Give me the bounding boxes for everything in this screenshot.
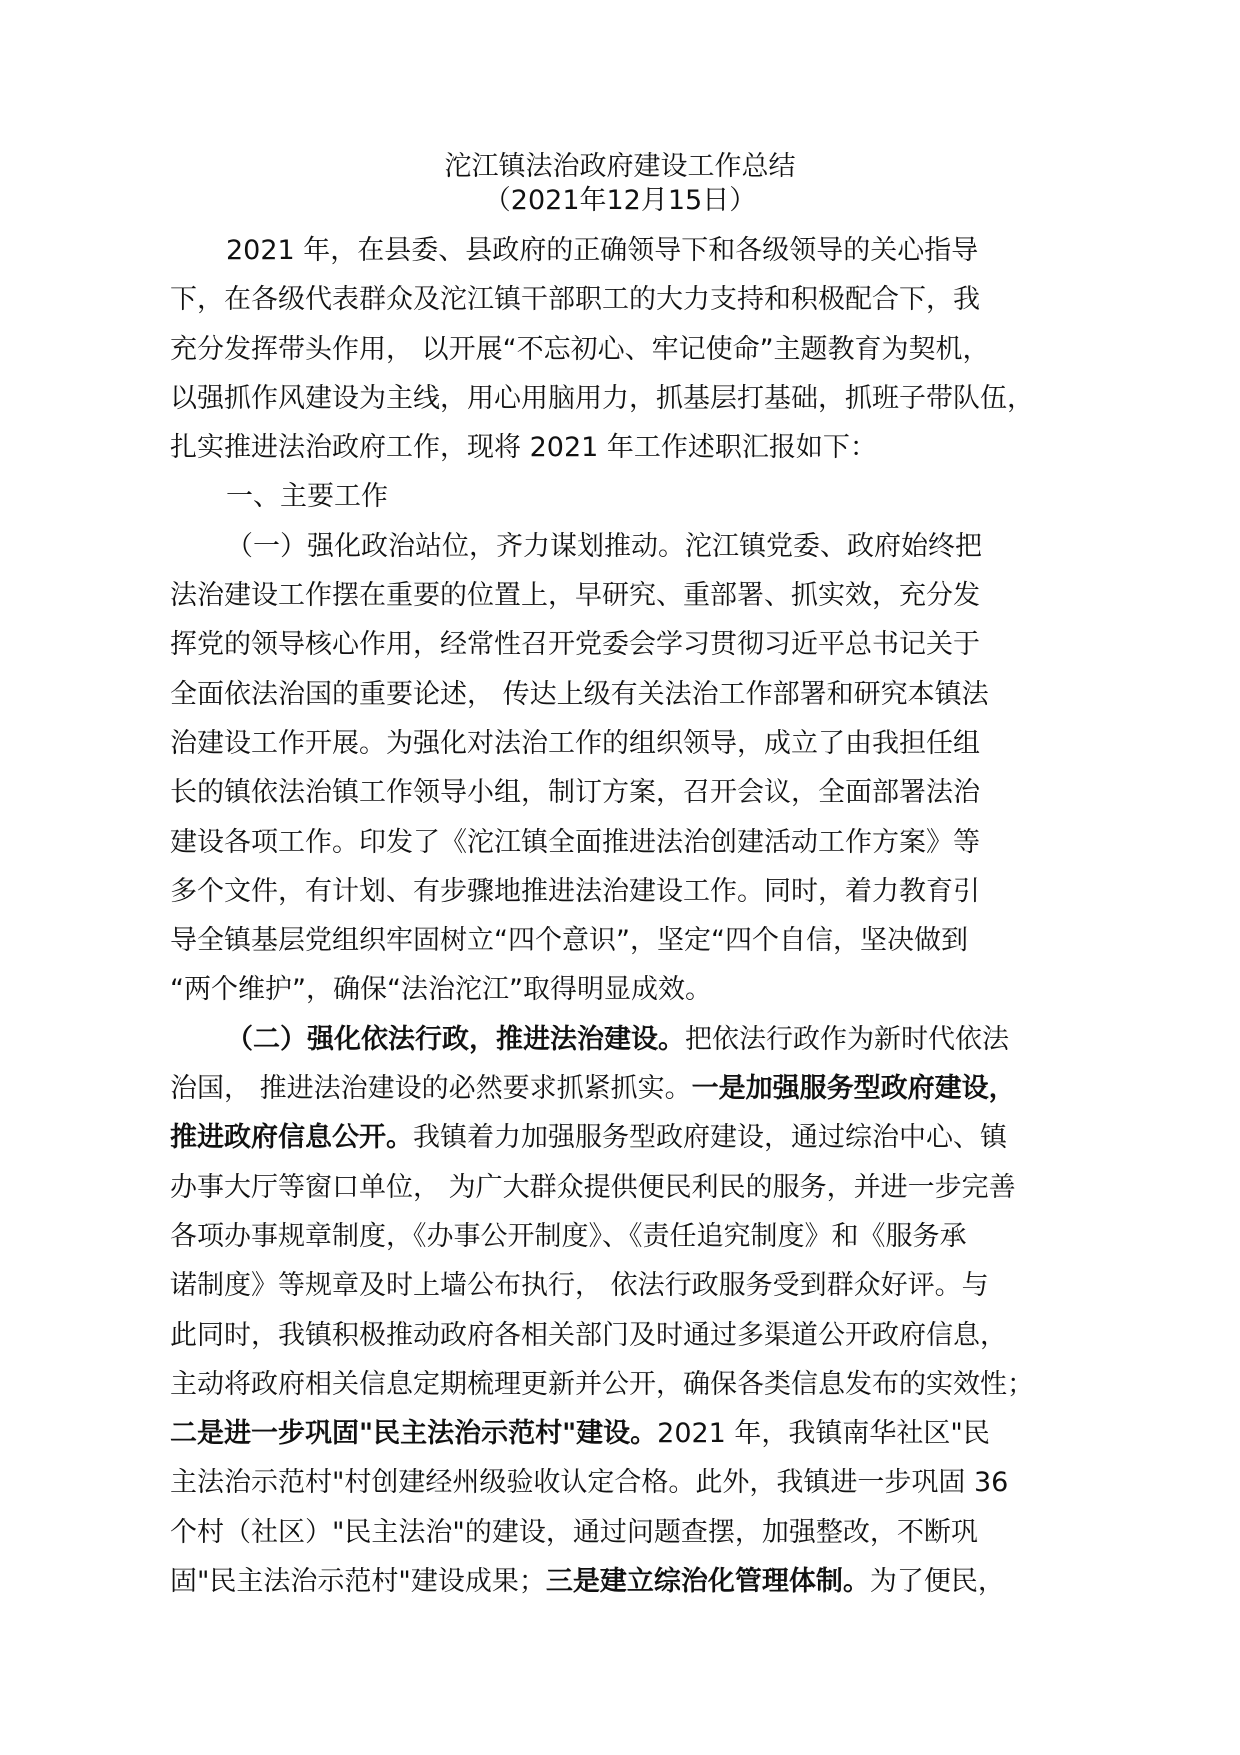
text-line <box>170 1015 1100 1064</box>
text-line <box>170 1409 1100 1458</box>
text-segment: 治建设工作开展。为强化对法治工作的组织领导，成立了由我担任组 <box>170 727 980 759</box>
text-line <box>170 965 1100 1014</box>
text-line <box>170 1508 1100 1557</box>
text-line <box>170 472 1100 521</box>
text-line <box>170 374 1100 423</box>
text-line <box>170 226 1100 275</box>
text-segment: 2021 年，在县委、县政府的正确领导下和各级领导的关心指导 <box>226 235 979 266</box>
text-segment: 主动将政府相关信息定期梳理更新并公开，确保各类信息发布的实效性； <box>170 1368 1034 1400</box>
text-line <box>170 1557 1100 1606</box>
text-segment: 下，在各级代表群众及沱江镇干部职工的大力支持和积极配合下，我 <box>170 284 980 316</box>
bold-text-segment: 三是建立综治化管理体制。 <box>545 1566 870 1598</box>
text-line <box>170 1113 1100 1162</box>
text-segment: 扎实推进法治政府工作，现将 2021 年工作述职汇报如下： <box>170 432 877 464</box>
bold-text-segment: 二是进一步巩固"民主法治示范村"建设。 <box>170 1418 658 1450</box>
text-segment: 我镇着力加强服务型政府建设，通过综治中心、镇 <box>413 1122 1007 1154</box>
text-line <box>170 1212 1100 1261</box>
text-line <box>170 719 1100 768</box>
text-segment: 长的镇依法治镇工作领导小组，制订方案，召开会议，全面部署法治 <box>170 777 980 809</box>
text-segment: 充分发挥带头作用， 以开展“不忘初心、牢记使命”主题教育为契机， <box>170 333 990 365</box>
text-segment: “两个维护”，确保“法治沱江”取得明显成效。 <box>170 974 712 1006</box>
document-date: （2021年12月15日） <box>483 185 757 216</box>
bold-text-segment: 一是加强服务型政府建设， <box>691 1073 1016 1105</box>
text-segment: 诺制度》等规章及时上墙公布执行， 依法行政服务受到群众好评。与 <box>170 1270 989 1302</box>
text-segment: 一、主要工作 <box>226 481 388 513</box>
text-segment: 以强抓作风建设为主线，用心用脑用力，抓基层打基础，抓班子带队伍， <box>170 382 1034 414</box>
text-segment: 建设各项工作。印发了《沱江镇全面推进法治创建活动工作方案》等 <box>170 826 980 858</box>
text-segment: 固"民主法治示范村"建设成果； <box>170 1566 546 1598</box>
text-line <box>170 325 1100 374</box>
text-line <box>170 275 1100 324</box>
text-segment: 法治建设工作摆在重要的位置上，早研究、重部署、抓实效，充分发 <box>170 580 980 612</box>
text-segment: 导全镇基层党组织牢固树立“四个意识”，坚定“四个自信，坚决做到 <box>170 925 968 957</box>
text-segment: 把依法行政作为新时代依法 <box>685 1023 1009 1055</box>
document-body <box>170 226 1100 1606</box>
text-segment: （一）强化政治站位，齐力谋划推动。沱江镇党委、政府始终把 <box>226 530 982 562</box>
text-segment: 多个文件，有计划、有步骤地推进法治建设工作。同时，着力教育引 <box>170 875 980 907</box>
text-line <box>170 1360 1100 1409</box>
bold-text-segment: （二）强化依法行政，推进法治建设。 <box>226 1023 685 1055</box>
text-segment: 治国， 推进法治建设的必然要求抓紧抓实。 <box>170 1073 692 1105</box>
text-segment: 办事大厅等窗口单位， 为广大群众提供便民利民的服务，并进一步完善 <box>170 1171 1016 1203</box>
text-line <box>170 1163 1100 1212</box>
text-segment: 个村（社区）"民主法治"的建设，通过问题查摆，加强整改，不断巩 <box>170 1516 978 1548</box>
text-segment: 各项办事规章制度，《办事公开制度》、《责任追究制度》和《服务承 <box>170 1220 967 1252</box>
text-line <box>170 1311 1100 1360</box>
text-line <box>170 423 1100 472</box>
document-title: 沱江镇法治政府建设工作总结 <box>444 151 796 182</box>
text-line <box>170 867 1100 916</box>
text-line <box>170 571 1100 620</box>
text-line <box>170 670 1100 719</box>
text-line <box>170 1261 1100 1310</box>
text-line <box>170 1458 1100 1507</box>
text-line <box>170 522 1100 571</box>
text-line <box>170 1064 1100 1113</box>
text-line <box>170 916 1100 965</box>
text-segment: 主法治示范村"村创建经州级验收认定合格。此外，我镇进一步巩固 36 <box>170 1467 1009 1499</box>
text-segment: 全面依法治国的重要论述， 传达上级有关法治工作部署和研究本镇法 <box>170 678 989 710</box>
text-line <box>170 620 1100 669</box>
text-line <box>170 818 1100 867</box>
text-segment: 挥党的领导核心作用，经常性召开党委会学习贯彻习近平总书记关于 <box>170 629 980 661</box>
text-segment: 为了便民， <box>869 1566 1005 1598</box>
title-block <box>0 150 1240 218</box>
text-segment: 此同时，我镇积极推动政府各相关部门及时通过多渠道公开政府信息， <box>170 1319 1007 1351</box>
text-segment: 2021 年，我镇南华社区"民 <box>657 1418 990 1450</box>
bold-text-segment: 推进政府信息公开。 <box>170 1122 413 1154</box>
text-line <box>170 768 1100 817</box>
